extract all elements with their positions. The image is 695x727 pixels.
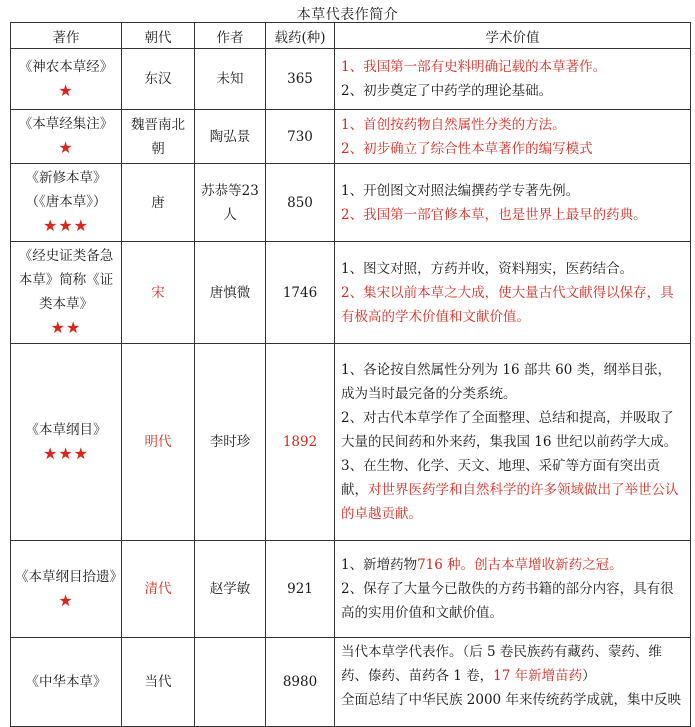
merit-item-tail: ） bbox=[582, 668, 596, 684]
work-cell bbox=[11, 164, 122, 242]
merit-item-highlight: 716 种。创古本草增收新药之冠。 bbox=[417, 557, 623, 573]
work-cell bbox=[11, 110, 122, 164]
merit-item: 1、图文对照，方药并收，资料翔实，医药结合。 bbox=[341, 260, 634, 277]
herbal-classics-table bbox=[10, 22, 691, 727]
author-cell bbox=[195, 638, 266, 727]
work-title: 《本草经集注》 bbox=[18, 116, 114, 132]
dynasty-cell: 当代 bbox=[122, 638, 195, 727]
star-rating: ★★★ bbox=[42, 216, 90, 235]
table-row bbox=[11, 638, 691, 727]
merit-cell bbox=[335, 49, 691, 110]
count-cell: 8980 bbox=[266, 638, 335, 727]
star-rating: ★ bbox=[58, 138, 74, 157]
count-cell: 1746 bbox=[266, 242, 335, 344]
table-row bbox=[11, 242, 691, 344]
merit-item: 2、集宋以前本草之大成，使大量古代文献得以保存，具有极高的学术价值和文献价值。 bbox=[341, 284, 674, 325]
table-row bbox=[11, 49, 691, 110]
work-cell bbox=[11, 541, 122, 638]
count-cell: 850 bbox=[266, 164, 335, 242]
merit-item: 2、我国第一部官修本草，也是世界上最早的药典。 bbox=[341, 206, 647, 223]
count-cell: 365 bbox=[266, 49, 335, 110]
page-title: 本草代表作简介 bbox=[296, 7, 399, 23]
author-cell: 李时珍 bbox=[195, 344, 266, 541]
work-title: 《中华本草》 bbox=[25, 674, 107, 690]
count-cell: 730 bbox=[266, 110, 335, 164]
work-cell bbox=[11, 344, 122, 541]
merit-item: 1、各论按自然属性分列为 16 部共 60 类，纲举目张，成为当时最完备的分类系统。 bbox=[341, 362, 672, 402]
merit-cell bbox=[335, 242, 691, 344]
merit-item: 2、保存了大量今已散佚的方药书籍的部分内容，具有很高的实用价值和文献价值。 bbox=[341, 581, 674, 621]
merit-cell bbox=[335, 638, 691, 727]
merit-item-highlight: 17 年新增苗药 bbox=[493, 668, 583, 684]
author-cell: 陶弘景 bbox=[195, 110, 266, 164]
work-title: 《本草纲目》 bbox=[25, 421, 107, 438]
author-cell: 未知 bbox=[195, 49, 266, 110]
work-title: 《新修本草》（《唐本草》） bbox=[25, 170, 107, 210]
merit-item: 2、初步奠定了中药学的理论基础。 bbox=[341, 83, 553, 99]
work-title: 《神农本草经》 bbox=[18, 58, 114, 75]
work-cell bbox=[11, 638, 122, 727]
count-cell: 1892 bbox=[266, 344, 335, 541]
work-cell bbox=[11, 242, 122, 344]
merit-item: 1、新增药物 bbox=[341, 557, 418, 573]
merit-item: 2、初步确立了综合性本草著作的编写模式 bbox=[341, 140, 593, 157]
author-cell: 苏恭等23人 bbox=[195, 164, 266, 242]
dynasty-cell: 唐 bbox=[122, 164, 195, 242]
work-cell bbox=[11, 49, 122, 110]
header-count: 载药(种) bbox=[266, 23, 335, 49]
table-row bbox=[11, 541, 691, 638]
table-row bbox=[11, 344, 691, 541]
merit-item: 3、在生物、化学、天文、地理、采矿等方面有突出贡献， bbox=[341, 458, 661, 498]
dynasty-cell: 魏晋南北朝 bbox=[122, 110, 195, 164]
merit-cell bbox=[335, 110, 691, 164]
work-title: 《经史证类备急本草》简称《证类本草》 bbox=[18, 248, 114, 312]
dynasty-cell: 宋 bbox=[122, 242, 195, 344]
dynasty-cell: 清代 bbox=[122, 541, 195, 638]
star-rating: ★★★ bbox=[42, 443, 90, 463]
star-rating: ★ bbox=[58, 590, 74, 610]
work-title: 《本草纲目拾遗》 bbox=[15, 568, 123, 585]
merit-item: 1、开创图文对照法编撰药学专著先例。 bbox=[341, 182, 580, 199]
merit-item: 1、首创按药物自然属性分类的方法。 bbox=[341, 116, 566, 133]
star-rating: ★ bbox=[58, 80, 74, 100]
merit-item-highlight: 对世界医药学和自然科学的许多领域做出了举世公认的卓越贡献。 bbox=[341, 482, 679, 522]
author-cell: 赵学敏 bbox=[195, 541, 266, 638]
count-cell: 921 bbox=[266, 541, 335, 638]
merit-cell bbox=[335, 344, 691, 541]
table-header-row bbox=[11, 23, 691, 49]
header-merit: 学术价值 bbox=[335, 23, 691, 49]
header-dynasty: 朝代 bbox=[122, 23, 195, 49]
table-row bbox=[11, 110, 691, 164]
dynasty-cell: 明代 bbox=[122, 344, 195, 541]
table-row bbox=[11, 164, 691, 242]
merit-item: 当代本草学代表作。（后 5 卷民族药有藏药、蒙药、维药、傣药、苗药各 1 卷， bbox=[341, 644, 662, 684]
author-cell: 唐慎微 bbox=[195, 242, 266, 344]
merit-cell bbox=[335, 164, 691, 242]
merit-item: 1、我国第一部有史料明确记载的本草著作。 bbox=[341, 59, 607, 75]
dynasty-cell: 东汉 bbox=[122, 49, 195, 110]
merit-cell bbox=[335, 541, 691, 638]
merit-item: 2、对古代本草学作了全面整理、总结和提高，并吸取了大量的民间药和外来药，集我国 16 世纪以前药学大成。 bbox=[341, 410, 678, 450]
header-work: 著作 bbox=[11, 23, 122, 49]
merit-item: 全面总结了中华民族 2000 年来传统药学成就，集中反映 bbox=[341, 692, 681, 708]
star-rating: ★★ bbox=[50, 318, 82, 337]
header-author: 作者 bbox=[195, 23, 266, 49]
